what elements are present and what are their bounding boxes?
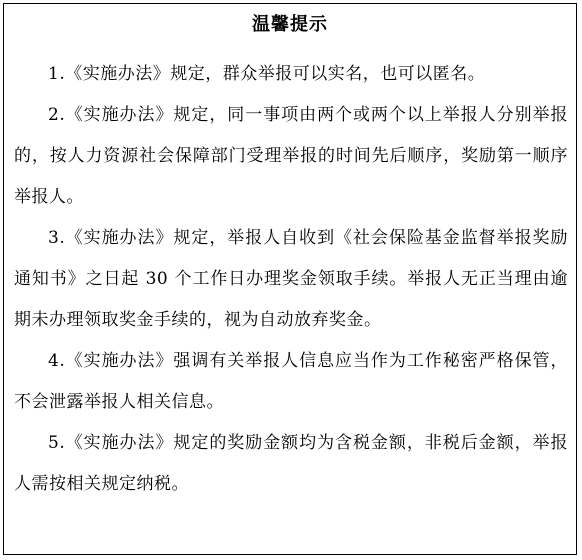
notice-title: 温馨提示 xyxy=(252,14,328,35)
notice-item-5: 5.《实施办法》规定的奖励金额均为含税金额，非税后金额，举报人需按相关规定纳税。 xyxy=(14,433,568,494)
notice-item-4: 4.《实施办法》强调有关举报人信息应当作为工作秘密严格保管，不会泄露举报人相关信息。 xyxy=(14,351,568,412)
notice-item-2: 2.《实施办法》规定，同一事项由两个或两个以上举报人分别举报的，按人力资源社会保障部门受理举报的时间先后顺序，奖励第一顺序举报人。 xyxy=(14,105,568,207)
notice-item-3: 3.《实施办法》规定，举报人自收到《社会保险基金监督举报奖励通知书》之日起 30 个工作日办理奖金领取手续。举报人无正当理由逾期未办理领取奖金手续的，视为自动放弃奖金。 xyxy=(14,228,568,330)
notice-item-1: 1.《实施办法》规定，群众举报可以实名，也可以匿名。 xyxy=(48,64,486,84)
notice-box xyxy=(3,3,577,555)
notice-body xyxy=(14,54,568,505)
